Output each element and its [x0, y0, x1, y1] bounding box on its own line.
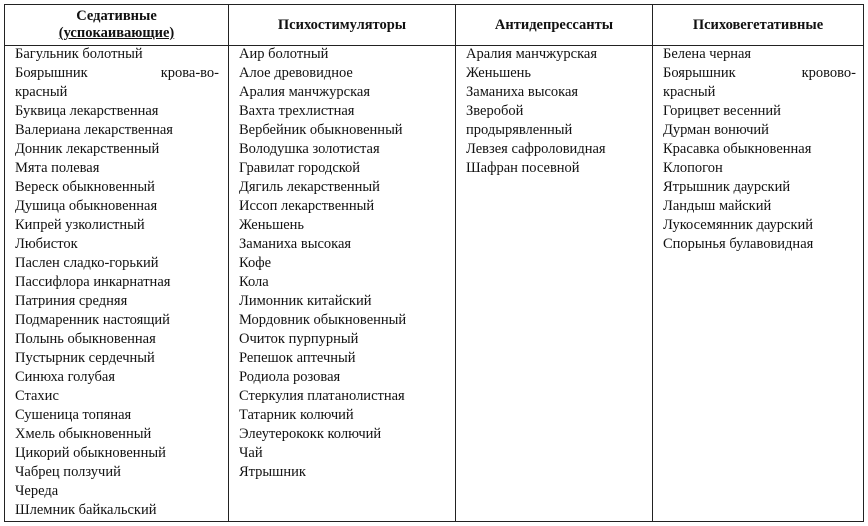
list-item: Лимонник китайский — [239, 293, 372, 309]
header-sedative-line1: Седативные — [76, 8, 157, 24]
header-psychostimulants-text: Психостимуляторы — [277, 16, 407, 33]
list-item: Татарник колючий — [239, 407, 354, 423]
list-item: Гравилат городской — [239, 160, 361, 176]
list-item: Зверобой — [466, 103, 524, 119]
list-item: Ландыш майский — [663, 198, 772, 214]
list-item: Душица обыкновенная — [15, 198, 158, 214]
list-item: Дурман вонючий — [663, 122, 769, 138]
list-item: Репешок аптечный — [239, 350, 356, 366]
list-item: Очиток пурпурный — [239, 331, 359, 347]
column-divider — [455, 5, 456, 521]
list-item: Горицвет весенний — [663, 103, 781, 119]
column-divider — [652, 5, 653, 521]
sedative-list — [15, 45, 219, 520]
list-item-part: Боярышник — [15, 65, 88, 81]
header-psychostimulants — [229, 5, 455, 45]
list-item: Клопогон — [663, 160, 723, 176]
list-item: Вереск обыкновенный — [15, 179, 155, 195]
list-item: Дягиль лекарственный — [239, 179, 380, 195]
list-item: Аралия манчжурская — [466, 46, 598, 62]
list-item: Шлемник байкальский — [15, 502, 157, 518]
list-item: красный — [15, 84, 68, 100]
list-item: Мята полевая — [15, 160, 100, 176]
list-item: Володушка золотистая — [239, 141, 380, 157]
list-item: Шафран посевной — [466, 160, 580, 176]
list-item: Багульник болотный — [15, 46, 143, 62]
list-item: Кофе — [239, 255, 272, 271]
list-item: Вахта трехлистная — [239, 103, 355, 119]
list-item: Алое древовидное — [239, 65, 353, 81]
list-item: Пустырник сердечный — [15, 350, 155, 366]
list-item: Патриния средняя — [15, 293, 128, 309]
list-item: Аир болотный — [239, 46, 329, 62]
list-item: Левзея сафроловидная — [466, 141, 606, 157]
list-item: Буквица лекарственная — [15, 103, 159, 119]
list-item — [15, 64, 219, 83]
list-item: Женьшень — [239, 217, 305, 233]
list-item: Иссоп лекарственный — [239, 198, 375, 214]
list-item: Синюха голубая — [15, 369, 115, 385]
header-antidepressants — [456, 5, 652, 45]
list-item: Сушеница топяная — [15, 407, 132, 423]
list-item: Спорынья булавовидная — [663, 236, 814, 252]
list-item: Мордовник обыкновенный — [239, 312, 407, 328]
list-item-part: Боярышник — [663, 65, 736, 81]
header-psychovegetative — [653, 5, 863, 45]
list-item: Донник лекарственный — [15, 141, 160, 157]
list-item: Родиола розовая — [239, 369, 341, 385]
list-item: Ятрышник даурский — [663, 179, 791, 195]
list-item: Хмель обыкновенный — [15, 426, 152, 442]
list-item: Кола — [239, 274, 269, 290]
header-antidepressants-text: Антидепрессанты — [494, 16, 614, 33]
list-item: Заманиха высокая — [239, 236, 352, 252]
list-item: Ятрышник — [239, 464, 306, 480]
list-item: Череда — [15, 483, 59, 499]
list-item: Белена черная — [663, 46, 752, 62]
list-item: Паслен сладко-горький — [15, 255, 159, 271]
plants-table — [4, 4, 864, 522]
list-item: продырявленный — [466, 122, 573, 138]
list-item: Аралия манчжурская — [239, 84, 371, 100]
column-divider — [228, 5, 229, 521]
antidepressants-list — [466, 45, 650, 178]
psychostimulants-list — [239, 45, 449, 482]
list-item — [663, 64, 856, 83]
list-item: Чабрец ползучий — [15, 464, 121, 480]
list-item: Цикорий обыкновенный — [15, 445, 166, 461]
list-item: Лукосемянник даурский — [663, 217, 814, 233]
list-item: Стеркулия платанолистная — [239, 388, 405, 404]
header-psychovegetative-text: Психовегетативные — [692, 16, 824, 33]
header-sedative-line2: (успокаивающие) — [58, 25, 175, 41]
header-sedative — [5, 5, 228, 45]
list-item: Пассифлора инкарнатная — [15, 274, 171, 290]
list-item: Элеутерококк колючий — [239, 426, 382, 442]
list-item: Вербейник обыкновенный — [239, 122, 403, 138]
list-item: Женьшень — [466, 65, 532, 81]
list-item: Стахис — [15, 388, 59, 404]
list-item: Валериана лекарственная — [15, 122, 173, 138]
list-item: Чай — [239, 445, 263, 461]
list-item: Любисток — [15, 236, 78, 252]
psychovegetative-list — [663, 45, 856, 254]
list-item: красный — [663, 84, 716, 100]
list-item: Кипрей узколистный — [15, 217, 145, 233]
list-item: Красавка обыкновенная — [663, 141, 812, 157]
list-item-part: кровово- — [801, 65, 856, 81]
list-item: Подмаренник настоящий — [15, 312, 170, 328]
list-item: Заманиха высокая — [466, 84, 579, 100]
list-item: Полынь обыкновенная — [15, 331, 156, 347]
list-item-part: крова-во- — [160, 65, 219, 81]
